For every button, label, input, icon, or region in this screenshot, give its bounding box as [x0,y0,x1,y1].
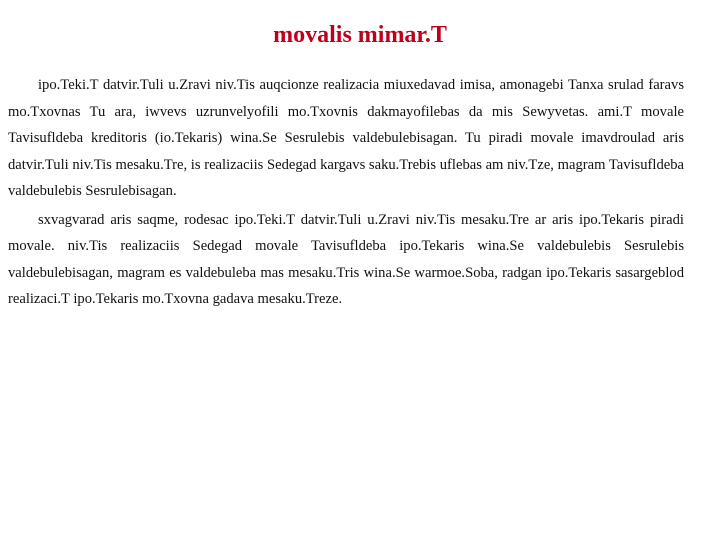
slide-body [8,72,684,315]
slide-title: movalis mimar.T [273,22,447,48]
paragraph-2: sxvagvarad aris saqme, rodesac ipo.Teki.T datvir.Tuli u.Zravi niv.Tis mesaku.Tre ar aris ipo.Tekaris piradi movale. niv.Tis realizaciis Sedegad movale Tavisufldeba ipo.Tekaris wina.Se valdebulebis Sesrulebis valdebulebisagan, magram es valdebuleba mas mesaku.Tris wina.Se warmoe.Soba, radgan ipo.Tekaris sasargeblod realizaci.T ipo.Tekaris mo.Txovna gadava mesaku.Treze. [8,211,684,307]
paragraph-1: ipo.Teki.T datvir.Tuli u.Zravi niv.Tis auqcionze realizacia miuxedavad imisa, amonagebi Tanxa srulad faravs mo.Txovnas Tu ara, iwvevs uzrunvelyofili mo.Txovnis dakmayofilebas da mis Sewyvetas. ami.T movale Tavisufldeba kreditoris (io.Tekaris) wina.Se Sesrulebis valdebulebisagan. Tu piradi movale imavdroulad aris datvir.Tuli niv.Tis mesaku.Tre, is realizaciis Sedegad kargavs saku.Trebis uflebas am niv.Tze, magram Tavisufldeba valdebulebis Sesrulebisagan. [8,77,684,199]
